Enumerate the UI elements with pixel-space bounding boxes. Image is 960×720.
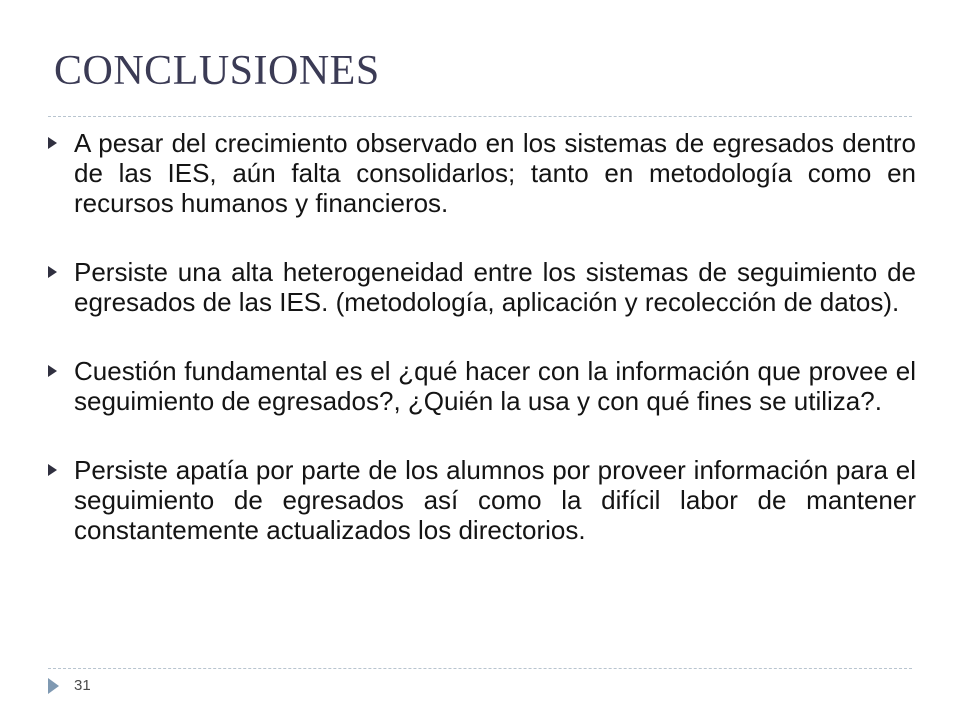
title-divider bbox=[48, 116, 912, 117]
footer-divider bbox=[48, 668, 912, 669]
bullet-triangle-icon bbox=[48, 464, 57, 476]
bullet-triangle-icon bbox=[48, 365, 57, 377]
page-number: 31 bbox=[74, 677, 91, 694]
footer-triangle-icon bbox=[48, 678, 59, 694]
slide-title: CONCLUSIONES bbox=[54, 48, 380, 94]
bullet-item bbox=[44, 356, 916, 416]
bullet-triangle-icon bbox=[48, 266, 57, 278]
bullet-text: Persiste una alta heterogeneidad entre los sistemas de seguimiento de egresados de las IES. (metodología, aplicación y recolección de datos). bbox=[74, 257, 916, 317]
bullet-text: Persiste apatía por parte de los alumnos por proveer información para el seguimiento de egresados así como la difícil labor de mantener constantemente actualizados los directorios. bbox=[74, 455, 916, 545]
bullet-list bbox=[44, 128, 916, 584]
bullet-item bbox=[44, 257, 916, 317]
bullet-text: Cuestión fundamental es el ¿qué hacer con la información que provee el seguimiento de egresados?, ¿Quién la usa y con qué fines se utiliza?. bbox=[74, 356, 916, 416]
bullet-item bbox=[44, 455, 916, 545]
bullet-item bbox=[44, 128, 916, 218]
bullet-triangle-icon bbox=[48, 137, 57, 149]
bullet-text: A pesar del crecimiento observado en los sistemas de egresados dentro de las IES, aún falta consolidarlos; tanto en metodología como en recursos humanos y financieros. bbox=[74, 128, 916, 218]
